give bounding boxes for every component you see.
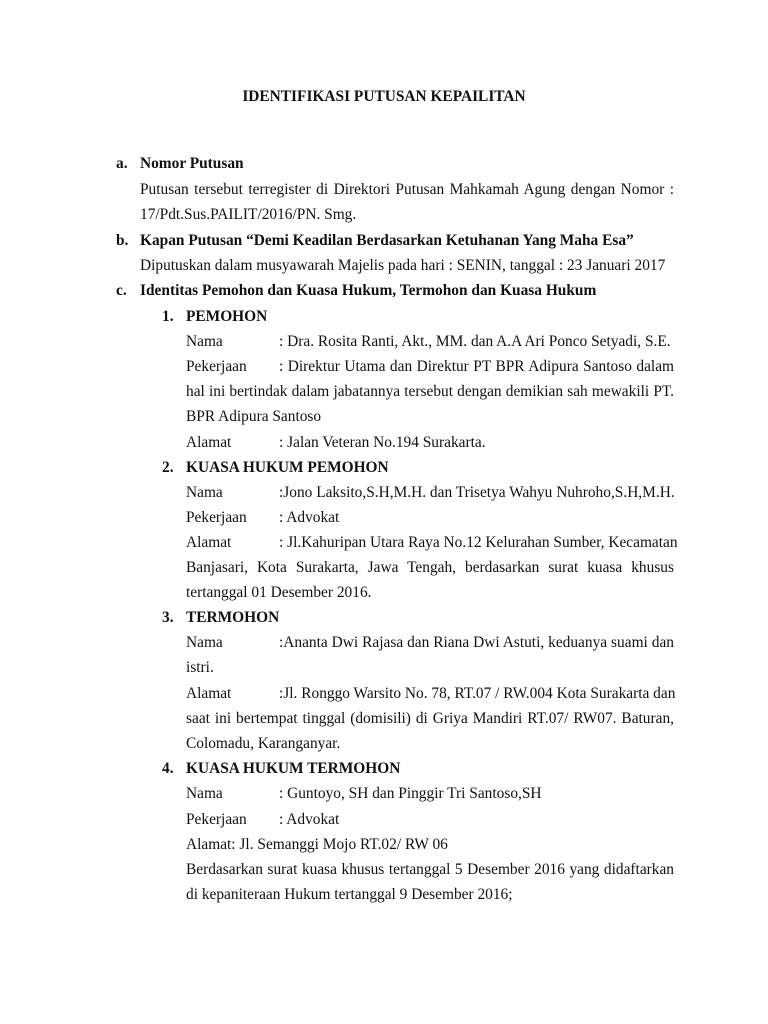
field-value-continued: tertanggal 01 Desember 2016. — [186, 584, 372, 601]
party-number: 1. — [162, 308, 174, 325]
section-a-heading: Nomor Putusan — [140, 155, 244, 172]
party-heading: TERMOHON — [186, 609, 280, 626]
field-value: : Advokat — [279, 811, 340, 828]
section-c-heading: Identitas Pemohon dan Kuasa Hukum, Termohon dan Kuasa Hukum — [140, 282, 597, 299]
field-label: Pekerjaan — [186, 509, 247, 526]
field-value: Alamat: Jl. Semanggi Mojo RT.02/ RW 06 — [186, 836, 448, 853]
field-value-continued: istri. — [186, 659, 214, 676]
field-value-continued: saat ini bertempat tinggal (domisili) di Griya Mandiri RT.07/ RW07. Baturan, — [186, 710, 674, 727]
field-label: Pekerjaan — [186, 358, 247, 375]
field-label: Nama — [186, 634, 223, 651]
section-a-text: 17/Pdt.Sus.PAILIT/2016/PN. Smg. — [140, 206, 357, 223]
field-label: Nama — [186, 785, 223, 802]
party-note: Berdasarkan surat kuasa khusus tertanggal 5 Desember 2016 yang didaftarkan — [186, 861, 674, 878]
field-label: Nama — [186, 333, 223, 350]
field-value: :Ananta Dwi Rajasa dan Riana Dwi Astuti, keduanya suami dan — [279, 634, 674, 651]
section-b-text: Diputuskan dalam musyawarah Majelis pada hari : SENIN, tanggal : 23 Januari 2017 — [140, 257, 666, 274]
party-number: 2. — [162, 459, 174, 476]
field-label: Alamat — [186, 685, 232, 702]
section-b-marker: b. — [116, 232, 129, 249]
party-heading: PEMOHON — [186, 308, 268, 325]
field-value: : Dra. Rosita Ranti, Akt., MM. dan A.A Ari Ponco Setyadi, S.E. — [279, 333, 671, 350]
field-value-continued: Banjasari, Kota Surakarta, Jawa Tengah, berdasarkan surat kuasa khusus — [186, 559, 674, 576]
field-value: : Direktur Utama dan Direktur PT BPR Adipura Santoso dalam — [279, 358, 674, 375]
party-number: 4. — [162, 760, 174, 777]
party-number: 3. — [162, 609, 174, 626]
field-value: :Jono Laksito,S.H,M.H. dan Trisetya Wahyu Nuhroho,S.H,M.H. — [279, 484, 675, 501]
field-value: : Guntoyo, SH dan Pinggir Tri Santoso,SH — [279, 785, 542, 802]
field-value-continued: hal ini bertindak dalam jabatannya tersebut dengan demikian sah mewakili PT. — [186, 383, 674, 400]
section-c-marker: c. — [116, 282, 127, 299]
party-heading: KUASA HUKUM PEMOHON — [186, 459, 389, 476]
field-value: : Jl.Kahuripan Utara Raya No.12 Kelurahan Sumber, Kecamatan — [279, 534, 678, 551]
field-value: : Advokat — [279, 509, 340, 526]
field-label: Alamat — [186, 534, 232, 551]
document-title: IDENTIFIKASI PUTUSAN KEPAILITAN — [242, 88, 526, 105]
field-value-continued: Colomadu, Karanganyar. — [186, 735, 341, 752]
section-a-marker: a. — [116, 155, 128, 172]
party-heading: KUASA HUKUM TERMOHON — [186, 760, 401, 777]
field-label: Alamat — [186, 434, 232, 451]
field-value: :Jl. Ronggo Warsito No. 78, RT.07 / RW.004 Kota Surakarta dan — [279, 685, 676, 702]
field-label: Nama — [186, 484, 223, 501]
party-note: di kepaniteraan Hukum tertanggal 9 Desember 2016; — [186, 886, 513, 903]
field-value-continued: BPR Adipura Santoso — [186, 408, 322, 425]
field-value: : Jalan Veteran No.194 Surakarta. — [279, 434, 486, 451]
section-a-text: Putusan tersebut terregister di Direktori Putusan Mahkamah Agung dengan Nomor : — [140, 181, 674, 198]
field-label: Pekerjaan — [186, 811, 247, 828]
section-b-heading: Kapan Putusan “Demi Keadilan Berdasarkan Ketuhanan Yang Maha Esa” — [140, 232, 634, 249]
